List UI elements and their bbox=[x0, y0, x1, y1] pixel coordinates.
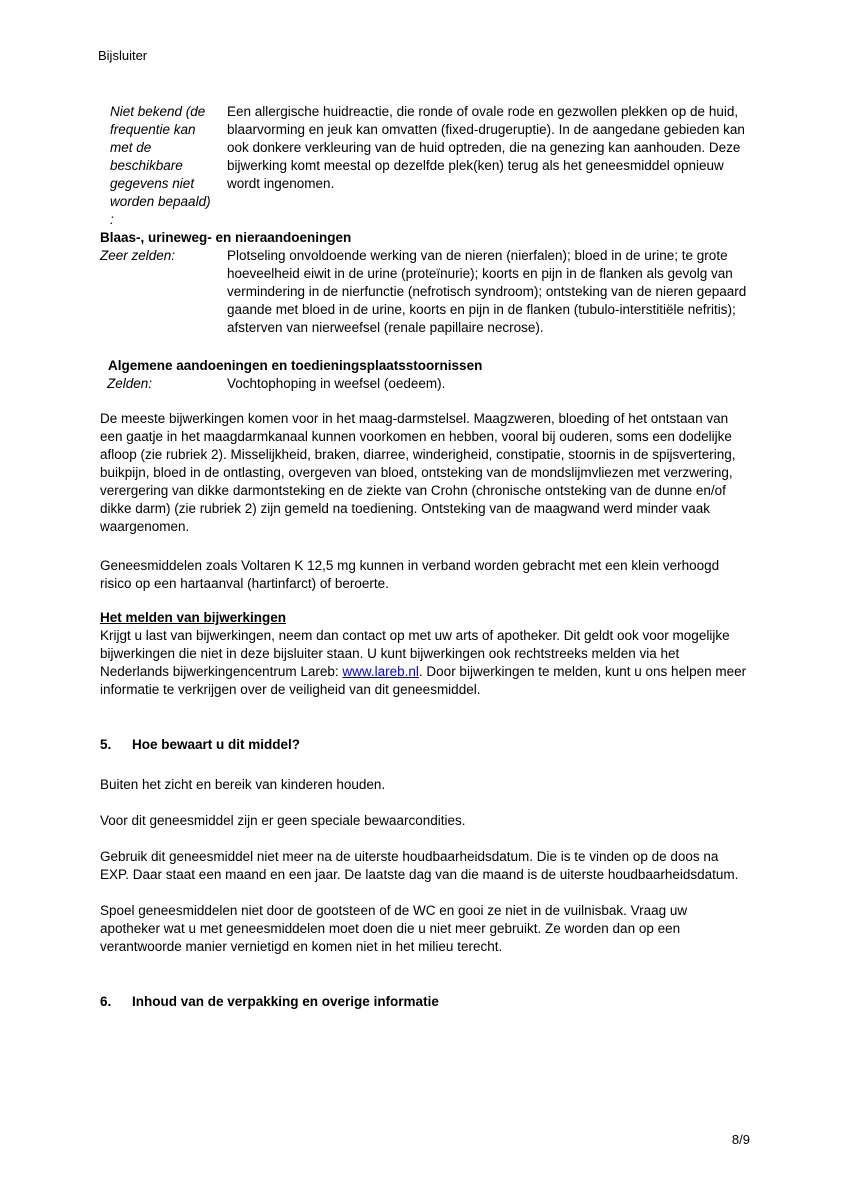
frequency-row-rare bbox=[107, 375, 750, 393]
storage-paragraph-disposal: Spoel geneesmiddelen niet door de gootsteen of de WC en gooi ze niet in de vuilnisbak. Vraag uw apotheker wat u met geneesmiddelen moet doen die u niet meer gebruikt. Ze worden dan op een verantwoorde manier vernietigd en komen niet in het milieu terecht. bbox=[100, 903, 688, 954]
page-number: 8/9 bbox=[731, 1132, 750, 1147]
section-5-number: 5. bbox=[100, 737, 112, 752]
section-5-title: Hoe bewaart u dit middel? bbox=[132, 737, 301, 752]
heading-general-disorders: Algemene aandoeningen en toedieningsplaatsstoornissen bbox=[108, 358, 483, 373]
frequency-label-rare: Zelden: bbox=[107, 376, 153, 391]
reporting-text-after-link: . Door bijwerkingen te melden, kunt u ons helpen meer informatie te verkrijgen over de veiligheid van dit geneesmiddel. bbox=[100, 664, 747, 697]
heading-bladder-kidney: Blaas-, urineweg- en nieraandoeningen bbox=[100, 230, 352, 245]
storage-paragraph-expiry: Gebruik dit geneesmiddel niet meer na de uiterste houdbaarheidsdatum. Die is te vinden op de doos na EXP. Daar staat een maand en een jaar. De laatste dag van die maand is de uiterste houdbaarheidsdatum. bbox=[100, 849, 739, 882]
storage-paragraph-conditions: Voor dit geneesmiddel zijn er geen speciale bewaarcondities. bbox=[100, 813, 466, 828]
storage-paragraph-children: Buiten het zicht en bereik van kinderen houden. bbox=[100, 777, 386, 792]
document-header-label: Bijsluiter bbox=[98, 48, 148, 63]
document-body bbox=[100, 103, 750, 1011]
frequency-text-rare: Vochtophoping in weefsel (oedeem). bbox=[227, 376, 446, 391]
frequency-row-not-known bbox=[110, 103, 750, 229]
paragraph-heart-risk: Geneesmiddelen zoals Voltaren K 12,5 mg kunnen in verband worden gebracht met een klein verhoogd risico op een hartaanval (hartinfarct) of beroerte. bbox=[100, 558, 720, 591]
frequency-label-not-known: Niet bekend (de frequentie kan met de beschikbare gegevens niet worden bepaald) : bbox=[110, 104, 211, 227]
section-6-number: 6. bbox=[100, 994, 112, 1009]
heading-reporting-side-effects: Het melden van bijwerkingen bbox=[100, 610, 287, 625]
frequency-row-very-rare bbox=[100, 247, 750, 337]
section-5-heading bbox=[100, 736, 750, 754]
reporting-text-before-link: Krijgt u last van bijwerkingen, neem dan contact op met uw arts of apotheker. Dit geldt ook voor mogelijke bijwerkingen die niet in deze bijsluiter staan. U kunt bijwerkingen ook rechtstreeks melden via het Nederlands bijwerkingencentrum Lareb: bbox=[100, 628, 730, 679]
section-6-heading bbox=[100, 993, 750, 1011]
frequency-text-very-rare: Plotseling onvoldoende werking van de nieren (nierfalen); bloed in de urine; te grote hoeveelheid eiwit in de urine (proteïnurie); koorts en pijn in de flanken als gevolg van vermindering in de nierfunctie (nefrotisch syndroom); ontsteking van de nieren gepaard gaande met bloed in de urine, koorts en pijn in de flanken (tubulo-interstitiële nefritis); afsterven van nierweefsel (renale papillaire necrose). bbox=[227, 248, 747, 335]
lareb-link[interactable]: www.lareb.nl bbox=[342, 664, 419, 679]
paragraph-gi-side-effects: De meeste bijwerkingen komen voor in het maag-darmstelsel. Maagzweren, bloeding of het ontstaan van een gaatje in het maagdarmkanaal kunnen voorkomen en hebben, vooral bij ouderen, soms een dodelijke afloop (zie rubriek 2). Misselijkheid, braken, diarree, winderigheid, constipatie, stoornis in de spijsvertering, buikpijn, bloed in de ontlasting, overgeven van bloed, ontsteking van de mondslijmvliezen met verzwering, verergering van dikke darmontsteking en de ziekte van Crohn (chronische ontsteking van de dunne en/of dikke darm) (zie rubriek 2) zijn gemeld na toediening. Ontsteking van de maagwand werd minder vaak waargenomen. bbox=[100, 411, 736, 534]
frequency-text-not-known: Een allergische huidreactie, die ronde of ovale rode en gezwollen plekken op de huid, blaarvorming en jeuk kan omvatten (fixed-drugeruptie). In de aangedane gebieden kan ook donkere verkleuring van de huid optreden, die na genezing kan aanhouden. Deze bijwerking komt meestal op dezelfde plek(ken) terug als het geneesmiddel opnieuw wordt ingenomen. bbox=[227, 104, 745, 191]
paragraph-reporting bbox=[100, 627, 750, 699]
frequency-label-very-rare: Zeer zelden: bbox=[100, 248, 176, 263]
section-6-title: Inhoud van de verpakking en overige informatie bbox=[132, 994, 439, 1009]
